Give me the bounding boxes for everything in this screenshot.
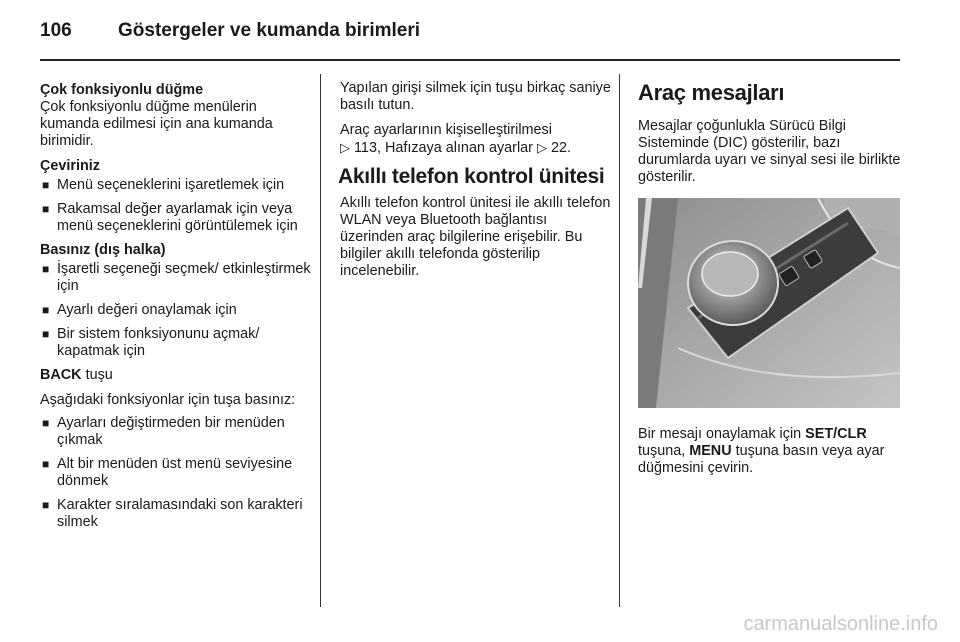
stalk-figure <box>638 198 900 408</box>
column-1 <box>40 82 312 538</box>
paragraph-back-intro: Aşağıdaki fonksiyonlar için tuşa basınız: <box>40 392 296 408</box>
reference-arrow-icon: ▷ <box>536 140 547 155</box>
list-item: ■ Alt bir menüden üst menü seviyesine dönmek <box>42 456 293 489</box>
back-button-label: BACK tuşu <box>40 367 113 383</box>
page-number: 106 <box>40 20 72 41</box>
bullet-icon: ■ <box>42 457 50 471</box>
list-back <box>40 415 312 531</box>
page-title: Göstergeler ve kumanda birimleri <box>118 20 421 41</box>
turn-signal-stalk-illustration <box>638 198 900 408</box>
bullet-icon: ■ <box>42 303 50 317</box>
column-divider-1 <box>320 74 321 607</box>
list-item: ■ Karakter sıralamasındaki son karakteri silmek <box>42 497 303 530</box>
list-item: ■ Ayarlı değeri onaylamak için <box>42 302 237 318</box>
paragraph-intro: Çok fonksiyonlu düğme menülerin kumanda edilmesi için ana kumanda birimidir. <box>40 99 273 149</box>
list-press <box>40 261 312 360</box>
bullet-icon: ■ <box>42 327 50 341</box>
bullet-icon: ■ <box>42 178 50 192</box>
column-2 <box>340 80 612 288</box>
set-clr-keyword: SET/CLR <box>805 426 867 442</box>
paragraph-messages: Mesajlar çoğunlukla Sürücü Bilgi Sisteminde (DIC) gösterilir, bazı durumlarda uyarı ve sinyal sesi ile birlikte gösterilir. <box>638 118 901 185</box>
watermark: carmanualsonline.info <box>743 613 938 635</box>
list-item: ■ Ayarları değiştirmeden bir menüden çıkmak <box>42 415 285 448</box>
menu-keyword: MENU <box>689 443 732 459</box>
subheading-press: Basınız (dış halka) <box>40 242 166 258</box>
list-turn <box>40 177 312 235</box>
header-rule <box>40 59 900 61</box>
paragraph-confirm: Bir mesajı onaylamak için SET/CLR tuşuna, MENU tuşuna basın veya ayar düğmesini çevirin. <box>638 426 885 476</box>
list-item: ■ İşaretli seçeneği seçmek/ etkinleştirmek için <box>42 261 311 294</box>
subheading-turn: Çeviriniz <box>40 158 100 174</box>
section-heading-vehicle-messages: Araç mesajları <box>638 80 785 105</box>
bullet-icon: ■ <box>42 498 50 512</box>
column-3 <box>638 80 906 485</box>
column-divider-2 <box>619 74 620 607</box>
paragraph-smartphone: Akıllı telefon kontrol ünitesi ile akıllı telefon WLAN veya Bluetooth bağlantısı üzerinden araç bilgilerine erişebilir. Bu bilgiler akıllı telefonda gösterilip incelenebilir. <box>340 195 611 279</box>
list-item: ■ Bir sistem fonksiyonunu açmak/ kapatmak için <box>42 326 260 359</box>
list-item: ■ Menü seçeneklerini işaretlemek için <box>42 177 285 193</box>
bullet-icon: ■ <box>42 262 50 276</box>
back-keyword: BACK <box>40 367 82 383</box>
section-heading-smartphone: Akıllı telefon kontrol ünitesi <box>338 165 605 188</box>
bullet-icon: ■ <box>42 202 50 216</box>
paragraph-references: Araç ayarlarının kişiselleştirilmesi ▷ 113, Hafızaya alınan ayarlar ▷ 22. <box>340 122 571 156</box>
page-reference-link[interactable]: 22. <box>550 140 571 156</box>
section-heading-multifunction-knob: Çok fonksiyonlu düğme <box>40 82 204 98</box>
reference-arrow-icon: ▷ <box>340 140 350 155</box>
paragraph-hold: Yapılan girişi silmek için tuşu birkaç saniye basılı tutun. <box>340 80 611 113</box>
page-reference-link[interactable]: 113 <box>354 140 377 156</box>
bullet-icon: ■ <box>42 416 50 430</box>
list-item: ■ Rakamsal değer ayarlamak için veya menü seçeneklerini görüntülemek için <box>42 201 298 234</box>
